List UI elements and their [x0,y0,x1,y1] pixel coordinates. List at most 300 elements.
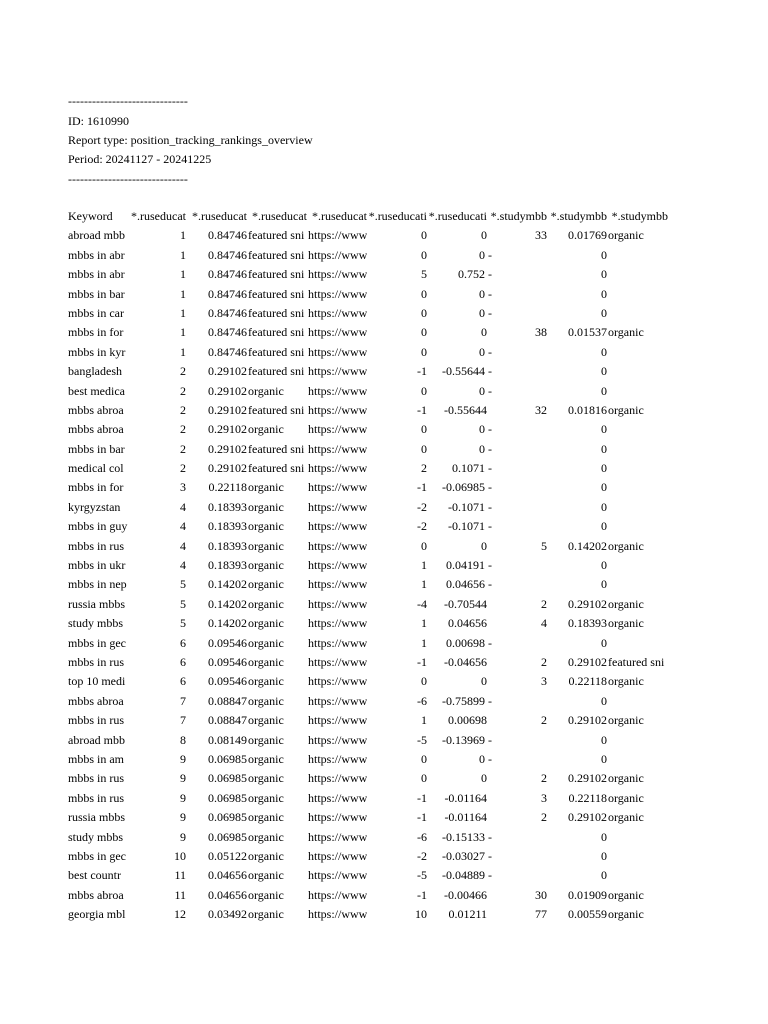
cell-keyword: top 10 medi [68,674,126,689]
cell-visibility: 0.18393 [208,499,247,514]
cell-keyword: mbbs in for [68,480,124,495]
cell-position: 1 [180,305,186,320]
cell-keyword: mbbs abroa [68,422,124,437]
cell-url: https://www [308,635,367,650]
cell-visibility-diff: 0 [481,674,487,689]
cell-competitor-visibility: 0.29102 [568,654,607,669]
cell-diff: 1 [421,577,427,592]
cell-visibility-diff: -0.01164 [444,790,487,805]
table-row [0,789,768,808]
table-row [0,517,768,536]
table-row [0,459,768,478]
cell-competitor-visibility: 0 [601,829,607,844]
cell-serp-feature: organic [248,499,284,514]
cell-competitor-visibility: 0 [601,422,607,437]
cell-url: https://www [308,558,367,573]
cell-url: https://www [308,596,367,611]
cell-visibility-diff: 0.1071 - [452,461,492,476]
cell-serp-feature: organic [248,480,284,495]
cell-competitor-visibility: 0 [601,247,607,262]
cell-diff: -2 [417,499,427,514]
cell-competitor-position: 32 [535,402,547,417]
cell-competitor-visibility: 0.22118 [568,790,607,805]
cell-visibility-diff: 0.04656 - [446,577,492,592]
cell-competitor-position: 4 [541,616,547,631]
cell-position: 9 [180,751,186,766]
cell-serp-feature: organic [248,868,284,883]
table-row [0,886,768,905]
cell-position: 2 [180,364,186,379]
cell-url: https://www [308,693,367,708]
cell-competitor-visibility: 0 [601,461,607,476]
cell-diff: 1 [421,635,427,650]
cell-visibility: 0.09546 [208,654,247,669]
cell-competitor-visibility: 0 [601,267,607,282]
cell-competitor-visibility: 0.14202 [568,538,607,553]
cell-position: 2 [180,383,186,398]
cell-serp-feature: featured sni [248,305,305,320]
cell-visibility-diff: 0 - [479,422,492,437]
cell-visibility: 0.09546 [208,674,247,689]
cell-url: https://www [308,810,367,825]
cell-serp-feature: organic [248,848,284,863]
cell-competitor-visibility: 0 [601,751,607,766]
cell-serp-feature: featured sni [248,344,305,359]
table-row [0,905,768,924]
column-header-visibility: *.ruseducat [192,209,247,223]
cell-keyword: mbbs in bar [68,441,125,456]
cell-visibility: 0.09546 [208,635,247,650]
column-header-url: *.ruseducat [312,209,367,223]
cell-position: 1 [180,325,186,340]
table-row [0,246,768,265]
column-header-serp-feature: *.ruseducat [252,209,307,223]
cell-competitor-position: 2 [541,596,547,611]
cell-keyword: mbbs abroa [68,693,124,708]
cell-visibility: 0.84746 [208,267,247,282]
cell-diff: 10 [415,907,427,922]
cell-url: https://www [308,654,367,669]
cell-url: https://www [308,751,367,766]
cell-visibility-diff: -0.1071 - [448,499,492,514]
cell-serp-feature: featured sni [248,286,305,301]
cell-visibility-diff: 0 [481,228,487,243]
cell-visibility-diff: 0 - [479,305,492,320]
cell-visibility: 0.84746 [208,325,247,340]
table-row [0,362,768,381]
cell-competitor-serp-feature: organic [608,325,644,340]
cell-diff: 0 [421,674,427,689]
column-header-competitor-visibility: *.studymbb [550,209,607,223]
cell-position: 6 [180,654,186,669]
cell-diff: 5 [421,267,427,282]
cell-serp-feature: featured sni [248,364,305,379]
cell-url: https://www [308,325,367,340]
cell-diff: 0 [421,441,427,456]
cell-diff: -4 [417,596,427,611]
cell-serp-feature: organic [248,693,284,708]
cell-position: 9 [180,771,186,786]
cell-diff: 0 [421,751,427,766]
cell-visibility-diff: -0.04656 [444,654,487,669]
cell-competitor-visibility: 0 [601,499,607,514]
table-row [0,323,768,342]
cell-competitor-visibility: 0 [601,519,607,534]
cell-visibility-diff: 0 [481,538,487,553]
cell-visibility: 0.06985 [208,790,247,805]
cell-diff: 0 [421,383,427,398]
cell-position: 4 [180,558,186,573]
cell-competitor-visibility: 0.01816 [568,402,607,417]
cell-competitor-position: 77 [535,907,547,922]
cell-visibility: 0.08847 [208,713,247,728]
cell-serp-feature: organic [248,519,284,534]
cell-competitor-visibility: 0.29102 [568,596,607,611]
cell-visibility: 0.06985 [208,810,247,825]
cell-position: 4 [180,499,186,514]
cell-competitor-position: 33 [535,228,547,243]
cell-competitor-serp-feature: organic [608,907,644,922]
cell-diff: -1 [417,402,427,417]
cell-keyword: russia mbbs [68,596,125,611]
cell-serp-feature: organic [248,635,284,650]
cell-position: 9 [180,829,186,844]
cell-diff: 1 [421,558,427,573]
table-row [0,382,768,401]
table-row [0,866,768,885]
cell-competitor-serp-feature: organic [608,887,644,902]
cell-serp-feature: organic [248,751,284,766]
cell-visibility-diff: 0 - [479,751,492,766]
cell-position: 5 [180,577,186,592]
cell-serp-feature: organic [248,887,284,902]
cell-url: https://www [308,383,367,398]
table-row [0,614,768,633]
table-row [0,828,768,847]
cell-visibility: 0.84746 [208,247,247,262]
table-row [0,595,768,614]
cell-url: https://www [308,519,367,534]
cell-visibility: 0.14202 [208,616,247,631]
cell-visibility-diff: 0.04656 [448,616,487,631]
cell-position: 1 [180,247,186,262]
cell-keyword: mbbs in am [68,751,124,766]
cell-keyword: mbbs in bar [68,286,125,301]
cell-position: 2 [180,461,186,476]
cell-serp-feature: organic [248,577,284,592]
cell-url: https://www [308,286,367,301]
cell-diff: -1 [417,364,427,379]
cell-serp-feature: featured sni [248,228,305,243]
cell-url: https://www [308,771,367,786]
cell-competitor-visibility: 0 [601,305,607,320]
cell-url: https://www [308,305,367,320]
cell-serp-feature: organic [248,771,284,786]
cell-keyword: mbbs in car [68,305,124,320]
cell-competitor-visibility: 0.29102 [568,810,607,825]
table-header-row [0,207,768,226]
cell-competitor-visibility: 0 [601,480,607,495]
table-row [0,401,768,420]
cell-serp-feature: organic [248,810,284,825]
cell-visibility-diff: 0.00698 - [446,635,492,650]
cell-visibility-diff: -0.13969 - [442,732,492,747]
cell-visibility-diff: -0.06985 - [442,480,492,495]
cell-position: 1 [180,344,186,359]
cell-position: 2 [180,441,186,456]
cell-keyword: mbbs in kyr [68,344,126,359]
column-header-competitor-position: *.studymbb [490,209,547,223]
cell-competitor-visibility: 0.01909 [568,887,607,902]
cell-visibility: 0.29102 [208,441,247,456]
cell-diff: -1 [417,654,427,669]
table-row [0,750,768,769]
cell-diff: 0 [421,247,427,262]
cell-competitor-serp-feature: organic [608,713,644,728]
cell-competitor-position: 3 [541,674,547,689]
cell-competitor-position: 2 [541,810,547,825]
cell-competitor-visibility: 0 [601,364,607,379]
cell-url: https://www [308,577,367,592]
cell-url: https://www [308,480,367,495]
cell-visibility-diff: 0 - [479,344,492,359]
table-row [0,847,768,866]
cell-serp-feature: featured sni [248,267,305,282]
cell-competitor-visibility: 0 [601,848,607,863]
cell-visibility: 0.22118 [208,480,247,495]
cell-keyword: mbbs in gec [68,848,126,863]
cell-visibility-diff: 0 - [479,247,492,262]
cell-visibility: 0.04656 [208,887,247,902]
cell-url: https://www [308,538,367,553]
cell-keyword: mbbs in rus [68,790,125,805]
table-row [0,498,768,517]
cell-keyword: mbbs in gec [68,635,126,650]
cell-url: https://www [308,674,367,689]
cell-diff: 0 [421,422,427,437]
cell-url: https://www [308,247,367,262]
cell-keyword: best medica [68,383,125,398]
cell-position: 2 [180,402,186,417]
cell-diff: 2 [421,461,427,476]
cell-keyword: mbbs abroa [68,402,124,417]
cell-competitor-visibility: 0.18393 [568,616,607,631]
cell-visibility-diff: 0 [481,771,487,786]
cell-visibility: 0.08847 [208,693,247,708]
cell-position: 4 [180,519,186,534]
cell-url: https://www [308,868,367,883]
cell-position: 6 [180,674,186,689]
cell-competitor-visibility: 0 [601,577,607,592]
cell-url: https://www [308,887,367,902]
separator-bottom: ------------------------------ [68,172,188,186]
cell-visibility-diff: -0.00466 [444,887,487,902]
cell-position: 1 [180,286,186,301]
cell-serp-feature: organic [248,596,284,611]
cell-position: 9 [180,810,186,825]
cell-keyword: best countr [68,868,121,883]
cell-visibility: 0.06985 [208,751,247,766]
cell-keyword: mbbs in rus [68,713,125,728]
cell-competitor-visibility: 0 [601,383,607,398]
cell-serp-feature: organic [248,654,284,669]
cell-keyword: mbbs in abr [68,267,125,282]
cell-competitor-serp-feature: organic [608,596,644,611]
cell-diff: -1 [417,810,427,825]
cell-keyword: study mbbs [68,829,124,844]
cell-visibility-diff: 0 - [479,286,492,301]
cell-keyword: bangladesh [68,364,122,379]
cell-url: https://www [308,461,367,476]
cell-keyword: mbbs in ukr [68,558,126,573]
cell-url: https://www [308,267,367,282]
cell-visibility-diff: 0.00698 [448,713,487,728]
cell-competitor-serp-feature: organic [608,790,644,805]
cell-competitor-position: 5 [541,538,547,553]
cell-serp-feature: organic [248,616,284,631]
cell-position: 3 [180,480,186,495]
cell-competitor-position: 2 [541,771,547,786]
cell-competitor-visibility: 0 [601,441,607,456]
table-row [0,808,768,827]
cell-competitor-position: 3 [541,790,547,805]
column-header-visibility-diff: *.ruseducati [428,209,487,223]
cell-diff: 0 [421,325,427,340]
cell-url: https://www [308,713,367,728]
cell-position: 8 [180,732,186,747]
cell-visibility-diff: -0.55644 [444,402,487,417]
cell-position: 4 [180,538,186,553]
cell-visibility-diff: -0.03027 - [442,848,492,863]
table-row [0,226,768,245]
table-row [0,692,768,711]
cell-competitor-serp-feature: organic [608,228,644,243]
cell-serp-feature: featured sni [248,402,305,417]
cell-keyword: mbbs in guy [68,519,128,534]
cell-url: https://www [308,829,367,844]
separator-top: ------------------------------ [68,94,188,108]
table-row [0,285,768,304]
cell-competitor-position: 30 [535,887,547,902]
cell-visibility: 0.06985 [208,829,247,844]
table-row [0,556,768,575]
cell-url: https://www [308,616,367,631]
cell-visibility: 0.14202 [208,577,247,592]
table-row [0,653,768,672]
cell-competitor-visibility: 0 [601,868,607,883]
cell-visibility: 0.84746 [208,228,247,243]
cell-competitor-visibility: 0.22118 [568,674,607,689]
cell-diff: 1 [421,616,427,631]
cell-competitor-visibility: 0.01537 [568,325,607,340]
cell-visibility: 0.29102 [208,461,247,476]
cell-keyword: abroad mbb [68,732,125,747]
cell-visibility-diff: -0.04889 - [442,868,492,883]
table-row [0,634,768,653]
cell-diff: 0 [421,771,427,786]
cell-serp-feature: organic [248,674,284,689]
cell-serp-feature: organic [248,383,284,398]
cell-visibility: 0.18393 [208,538,247,553]
cell-serp-feature: organic [248,558,284,573]
cell-visibility: 0.03492 [208,907,247,922]
cell-diff: 1 [421,713,427,728]
cell-serp-feature: organic [248,732,284,747]
cell-url: https://www [308,499,367,514]
cell-position: 7 [180,713,186,728]
cell-serp-feature: organic [248,907,284,922]
cell-competitor-visibility: 0 [601,732,607,747]
cell-url: https://www [308,441,367,456]
cell-visibility-diff: -0.75899 - [442,693,492,708]
cell-visibility: 0.06985 [208,771,247,786]
cell-visibility: 0.84746 [208,344,247,359]
table-row [0,265,768,284]
cell-diff: 0 [421,228,427,243]
cell-competitor-serp-feature: organic [608,402,644,417]
cell-visibility-diff: 0.01211 [448,907,487,922]
cell-diff: -2 [417,848,427,863]
cell-competitor-serp-feature: organic [608,810,644,825]
table-row [0,731,768,750]
table-row [0,440,768,459]
cell-url: https://www [308,344,367,359]
cell-url: https://www [308,790,367,805]
cell-competitor-visibility: 0 [601,635,607,650]
report-type: Report type: position_tracking_rankings_overview [68,133,313,147]
cell-competitor-position: 38 [535,325,547,340]
cell-visibility: 0.84746 [208,286,247,301]
cell-url: https://www [308,422,367,437]
cell-keyword: georgia mbl [68,907,126,922]
table-row [0,478,768,497]
column-header-competitor-serp-feature: *.studymbb [611,209,668,223]
cell-visibility: 0.29102 [208,402,247,417]
cell-visibility-diff: 0 - [479,441,492,456]
cell-url: https://www [308,732,367,747]
cell-position: 6 [180,635,186,650]
cell-visibility: 0.29102 [208,422,247,437]
cell-position: 1 [180,228,186,243]
cell-competitor-serp-feature: organic [608,538,644,553]
cell-competitor-serp-feature: organic [608,771,644,786]
cell-diff: -6 [417,829,427,844]
cell-visibility: 0.05122 [208,848,247,863]
cell-competitor-visibility: 0.29102 [568,771,607,786]
cell-competitor-visibility: 0 [601,344,607,359]
table-row [0,537,768,556]
cell-serp-feature: featured sni [248,325,305,340]
cell-position: 11 [174,868,186,883]
table-row [0,769,768,788]
table-row [0,420,768,439]
cell-visibility-diff: 0.752 - [458,267,492,282]
cell-diff: -5 [417,732,427,747]
table-row [0,343,768,362]
cell-competitor-visibility: 0 [601,693,607,708]
cell-competitor-position: 2 [541,654,547,669]
cell-keyword: medical col [68,461,124,476]
cell-competitor-visibility: 0 [601,558,607,573]
cell-visibility-diff: 0 - [479,383,492,398]
cell-url: https://www [308,402,367,417]
cell-position: 11 [174,887,186,902]
cell-visibility-diff: 0 [481,325,487,340]
cell-serp-feature: featured sni [248,247,305,262]
table-row [0,575,768,594]
cell-position: 2 [180,422,186,437]
cell-visibility: 0.84746 [208,305,247,320]
